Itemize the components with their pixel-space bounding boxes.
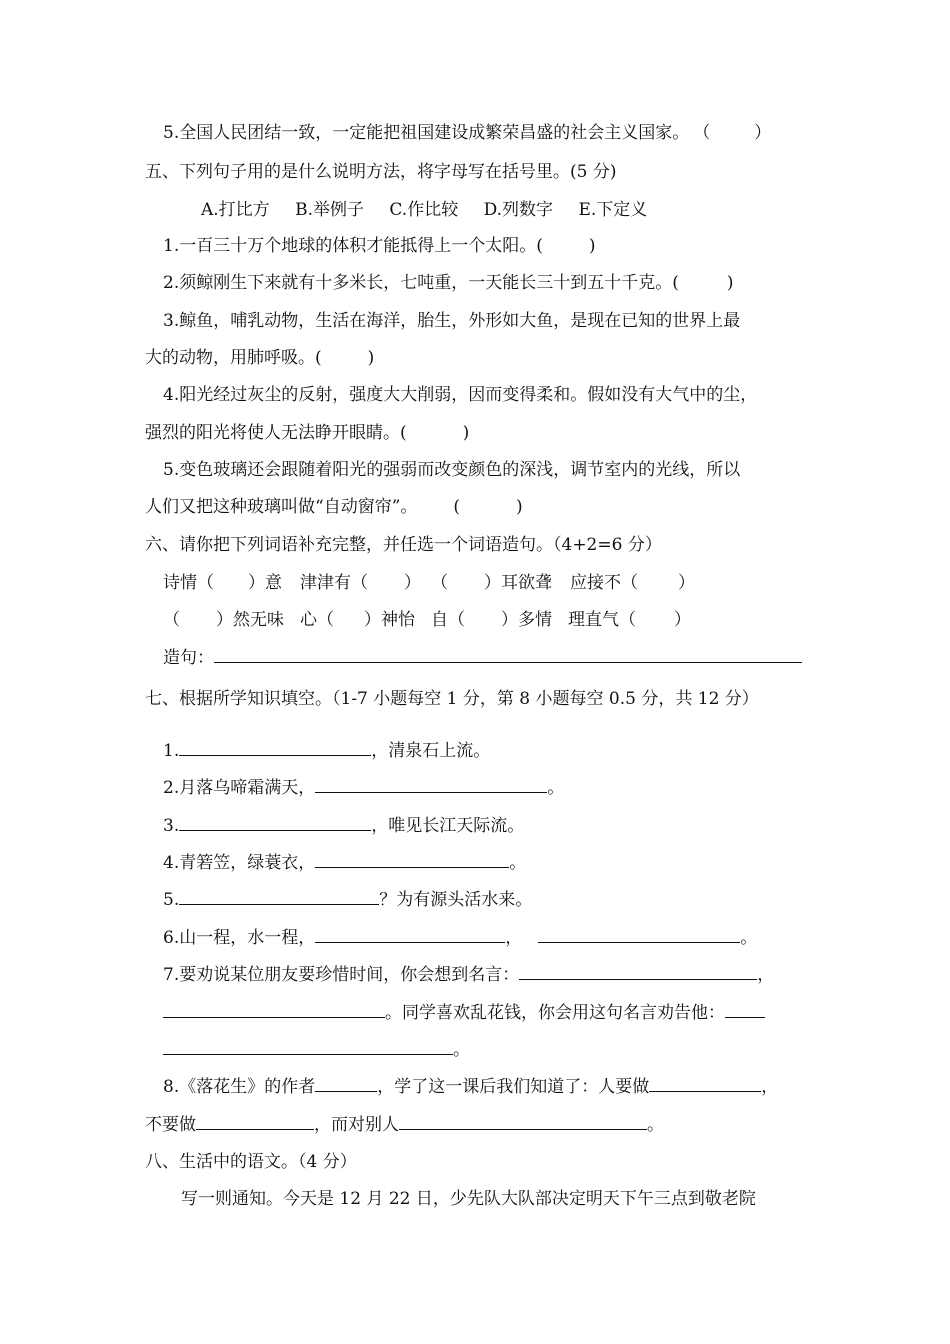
item-punct: ，: [761, 1077, 779, 1097]
q5-item-4-line1: 4.阳光经过灰尘的反射，强度大大削弱，因而变得柔和。假如没有大气中的尘，: [163, 385, 758, 405]
idiom-text: 耳欲聋: [501, 573, 552, 593]
paren-open: （: [448, 610, 465, 630]
option-d: D.列数字: [483, 200, 554, 220]
fill-blank[interactable]: [315, 776, 547, 793]
fill-blank[interactable]: [163, 1001, 385, 1018]
paren-open: （: [619, 610, 636, 630]
item-text: 不要做: [145, 1115, 196, 1135]
item-prefix: 4.青箬笠，绿蓑衣，: [163, 853, 316, 873]
answer-paren-open: (: [536, 236, 543, 256]
q7-item-4: [163, 851, 526, 873]
q5-item-3-line1: 3.鲸鱼，哺乳动物，生活在海洋，胎生，外形如大鱼，是现在已知的世界上最: [163, 311, 741, 331]
paren-close: ）: [364, 610, 381, 630]
item-prefix: 5.: [163, 890, 180, 910]
q7-item-6: [163, 926, 757, 948]
q5-item-3-line2: [145, 347, 374, 369]
section-5-title: 五、下列句子用的是什么说明方法，将字母写在括号里。(5 分): [145, 162, 617, 182]
answer-paren-open: (: [453, 497, 461, 517]
q5-item-1: [163, 235, 596, 257]
item-punct: 。: [453, 1040, 470, 1060]
fill-blank[interactable]: [315, 851, 509, 868]
q5-item-2-text: 2.须鲸刚生下来就有十多米长，七吨重，一天能长三十到五十千克。: [163, 273, 673, 293]
paren-open: （: [431, 573, 448, 593]
item-text: ，学了这一课后我们知道了：人要做: [377, 1077, 650, 1097]
item-mid: ，: [505, 928, 523, 948]
option-c: C.作比较: [389, 200, 459, 220]
idiom-text: 意: [265, 573, 282, 593]
idiom-text: 津津有: [300, 573, 351, 593]
answer-paren-open: （: [693, 123, 711, 143]
fill-blank[interactable]: [538, 926, 740, 943]
answer-paren-open: (: [400, 423, 407, 443]
item-suffix: 。: [509, 853, 527, 873]
fill-blank[interactable]: [725, 1001, 765, 1018]
paren-close: ）: [678, 573, 695, 593]
paren-open: （: [351, 573, 368, 593]
paren-open: （: [621, 573, 638, 593]
q7-item-7-line1: [163, 963, 774, 985]
paren-close: ）: [484, 573, 501, 593]
section-5-options: [201, 199, 667, 221]
fill-blank[interactable]: [179, 888, 379, 905]
answer-paren-close: ): [462, 423, 470, 443]
q5-item-5-text: 人们又把这种玻璃叫做“自动窗帘”。: [145, 497, 418, 517]
option-e: E.下定义: [578, 200, 648, 220]
item-prefix: 6.山一程，水一程，: [163, 928, 316, 948]
fill-blank[interactable]: [179, 739, 371, 756]
q5-item-1-text: 1.一百三十万个地球的体积才能抵得上一个太阳。: [163, 236, 537, 256]
section-6-title: 六、请你把下列词语补充完整，并任选一个词语造句。（4+2=6 分）: [145, 535, 662, 555]
idiom-text: 应接不: [570, 573, 621, 593]
option-a: A.打比方: [201, 200, 270, 220]
answer-paren-close: ）: [754, 123, 772, 143]
q5-item-4-text: 强烈的阳光将使人无法睁开眼睛。: [145, 423, 400, 443]
paren-close: ）: [674, 610, 691, 630]
q4-item-5-text: 5.全国人民团结一致，一定能把祖国建设成繁荣昌盛的社会主义国家。: [163, 123, 690, 143]
q5-item-2: [163, 272, 734, 294]
q7-item-8-line2: [145, 1113, 664, 1135]
paren-close: ）: [248, 573, 265, 593]
paren-close: ）: [501, 610, 518, 630]
idiom-row-2: [163, 609, 691, 631]
fill-blank[interactable]: [163, 1038, 453, 1055]
section-8-text: 写一则通知。今天是 12 月 22 日，少先队大队部决定明天下午三点到敬老院: [181, 1189, 756, 1209]
q5-item-4-line2: [145, 422, 469, 444]
item-prefix: 2.月落乌啼霜满天，: [163, 778, 316, 798]
paren-open: （: [197, 573, 214, 593]
item-prefix: 1.: [163, 741, 180, 761]
section-8-title: 八、生活中的语文。（4 分）: [145, 1152, 357, 1172]
q5-item-3-text: 大的动物，用肺呼吸。: [145, 348, 315, 368]
item-text: ，而对别人: [314, 1115, 399, 1135]
idiom-text: 自: [431, 610, 448, 630]
answer-paren-close: ): [588, 236, 596, 256]
fill-blank[interactable]: [179, 814, 371, 831]
q7-item-2: [163, 776, 564, 798]
idiom-text: 多情: [518, 610, 552, 630]
q5-item-5-line1: 5.变色玻璃还会跟随着阳光的强弱而改变颜色的深浅，调节室内的光线，所以: [163, 460, 741, 480]
answer-paren-close: ): [367, 348, 375, 368]
q7-item-3: [163, 814, 524, 836]
sentence-line: [163, 646, 802, 668]
fill-blank[interactable]: [399, 1113, 647, 1130]
q7-item-8-line1: [163, 1075, 778, 1097]
item-suffix: ，唯见长江天际流。: [371, 816, 525, 836]
section-7-title: 七、根据所学知识填空。（1-7 小题每空 1 分，第 8 小题每空 0.5 分，共 12 分）: [145, 689, 759, 709]
idiom-text: 心: [300, 610, 317, 630]
idiom-text: 诗情: [163, 573, 197, 593]
option-b: B.举例子: [295, 200, 364, 220]
item-suffix: ？为有源头活水来。: [379, 890, 533, 910]
sentence-label: 造句：: [163, 648, 214, 668]
item-punct: 。: [647, 1115, 664, 1135]
idiom-text: 理直气: [568, 610, 619, 630]
fill-blank[interactable]: [649, 1075, 761, 1092]
fill-blank[interactable]: [315, 926, 505, 943]
fill-blank[interactable]: [196, 1113, 314, 1130]
idiom-text: 然无味: [233, 610, 284, 630]
q7-item-7-line2: [163, 1001, 765, 1023]
item-text: 。同学喜欢乱花钱，你会用这句名言劝告他：: [385, 1003, 725, 1023]
answer-paren-close: ): [516, 497, 523, 517]
item-text: 7.要劝说某位朋友要珍惜时间，你会想到名言：: [163, 965, 520, 985]
paren-open: （: [317, 610, 334, 630]
fill-blank[interactable]: [519, 963, 757, 980]
paren-open: （: [163, 610, 180, 630]
fill-blank[interactable]: [315, 1075, 377, 1092]
q7-item-1: [163, 739, 490, 761]
item-suffix: ，清泉石上流。: [371, 741, 491, 761]
idiom-text: 神怡: [381, 610, 415, 630]
item-prefix: 3.: [163, 816, 180, 836]
paren-close: ）: [404, 573, 421, 593]
item-suffix: 。: [740, 928, 758, 948]
item-suffix: 。: [547, 778, 565, 798]
idiom-row-1: [163, 572, 695, 594]
q7-item-5: [163, 888, 532, 910]
answer-paren-open: (: [315, 348, 322, 368]
q5-item-5-line2: [145, 496, 523, 518]
q7-item-7-line3: [163, 1038, 470, 1060]
answer-paren-close: ): [726, 273, 734, 293]
answer-paren-open: (: [672, 273, 679, 293]
item-punct: ，: [757, 965, 775, 985]
item-text: 8.《落花生》的作者: [163, 1077, 316, 1097]
q4-item-5: [163, 122, 771, 144]
paren-close: ）: [216, 610, 233, 630]
sentence-blank[interactable]: [214, 646, 802, 663]
